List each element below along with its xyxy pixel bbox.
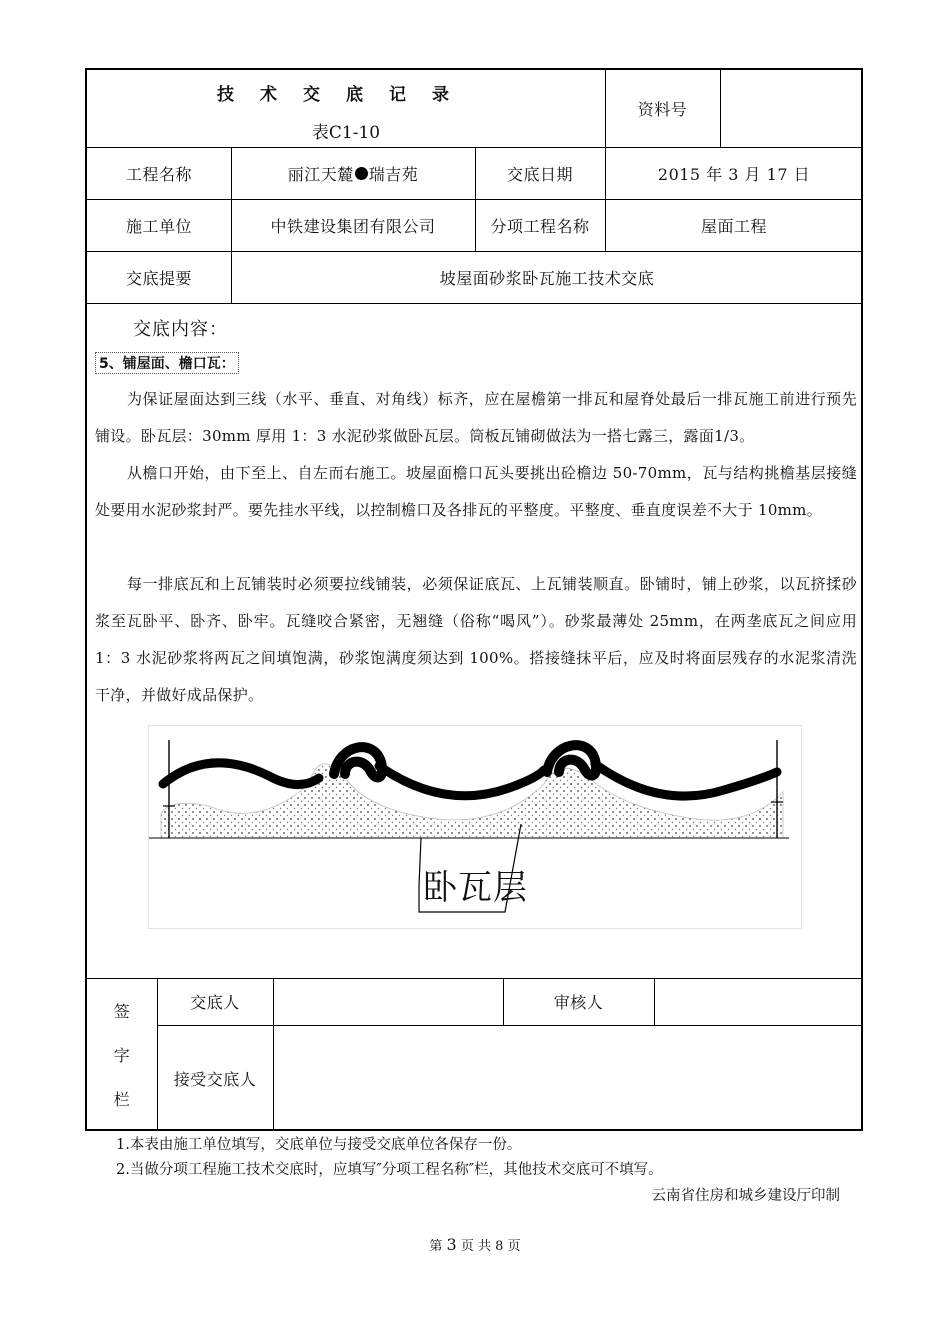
cover-tile (334, 747, 382, 777)
contractor-value[interactable]: 中铁建设集团有限公司 (270, 216, 436, 236)
signature-char: 栏 (113, 1090, 131, 1110)
signature-column-label (87, 978, 157, 1131)
tile-section-drawing (149, 726, 803, 930)
project-name-part-a: 丽江天麓 (287, 164, 354, 184)
receiver-signature-field[interactable] (273, 1025, 863, 1131)
receiver-label: 接受交底人 (173, 1069, 257, 1089)
pager-current: 3 (446, 1235, 457, 1254)
tile-bedding-diagram (148, 725, 802, 929)
bottom-tile (163, 763, 319, 785)
note-item: 2.当做分项工程施工技术交底时，应填写″分项工程名称″栏，其他技术交底可不填写。 (116, 1162, 663, 1178)
project-name-label: 工程名称 (125, 164, 192, 184)
paragraph: 每一排底瓦和上瓦铺装时必须要拉线铺装，必须保证底瓦、上瓦铺装顺直。卧铺时，铺上砂浆，以瓦挤揉砂浆至瓦卧平、卧齐、卧牢。瓦缝咬合紧密，无翘缝（俗称“喝风”）。砂浆最薄处 25mm，在两垄底瓦之间应用 1：3 水泥砂浆将两瓦之间填饱满，砂浆饱满度须达到 100%。搭接缝抹平后，应及时将面层残存的水泥浆清洗干净，并做好成品保护。 (95, 575, 857, 704)
subproject-label: 分项工程名称 (490, 216, 590, 236)
section-title: 5、铺屋面、檐口瓦： (95, 352, 239, 374)
pager-total: 8 (495, 1239, 504, 1254)
note-item: 1.本表由施工单位填写，交底单位与接受交底单位各保存一份。 (116, 1137, 522, 1153)
presenter-signature-field[interactable] (273, 978, 503, 1025)
signature-char: 签 (113, 1001, 131, 1021)
form-code: 表C1-10 (311, 123, 381, 143)
redaction-dot-icon (355, 167, 368, 180)
paragraph: 为保证屋面达到三线（水平、垂直、对角线）标齐，应在屋檐第一排瓦和屋脊处最后一排瓦施工前进行预先铺设。卧瓦层：30mm 厚用 1：3 水泥砂浆做卧瓦层。筒板瓦铺砌做法为一搭七露三，露面1/3。 (95, 390, 857, 445)
page-indicator (0, 1235, 950, 1254)
mortar-layer (161, 764, 783, 838)
project-name-part-b: 瑞吉苑 (368, 164, 419, 184)
doc-no-label: 资料号 (637, 100, 688, 119)
form-notes (116, 1133, 663, 1183)
content-heading: 交底内容： (133, 319, 228, 340)
technical-disclosure-form (85, 68, 863, 1131)
reviewer-label: 审核人 (553, 993, 604, 1012)
bottom-tile (379, 766, 544, 796)
doc-no-value[interactable] (720, 70, 863, 147)
form-title: 技术交底记录 (217, 85, 475, 105)
date-label: 交底日期 (506, 164, 573, 184)
publisher-credit: 云南省住房和城乡建设厅印制 (651, 1188, 840, 1204)
diagram-label: 卧瓦层 (423, 868, 528, 908)
contractor-label: 施工单位 (125, 216, 192, 236)
summary-value[interactable]: 坡屋面砂浆卧瓦施工技术交底 (439, 268, 655, 288)
subproject-value[interactable]: 屋面工程 (700, 216, 767, 236)
pager-middle: 页 共 (460, 1239, 492, 1254)
signature-char: 字 (113, 1045, 131, 1065)
summary-label: 交底提要 (125, 268, 192, 288)
reviewer-signature-field[interactable] (654, 978, 863, 1025)
presenter-label: 交底人 (190, 993, 240, 1012)
paragraph: 从檐口开始，由下至上、自左而右施工。坡屋面檐口瓦头要挑出砼檐边 50-70mm，瓦与结构挑檐基层接缝处要用水泥砂浆封严。要先挂水平线，以控制檐口及各排瓦的平整度。平整度、垂直度误差不大于 10mm。 (95, 464, 857, 519)
row-divider (87, 303, 863, 304)
project-name-value[interactable] (231, 147, 475, 199)
pager-prefix: 第 (429, 1239, 443, 1254)
bottom-tile (595, 764, 777, 796)
date-value[interactable]: 2015 年 3 月 17 日 (657, 164, 811, 184)
pager-suffix: 页 (507, 1239, 521, 1254)
